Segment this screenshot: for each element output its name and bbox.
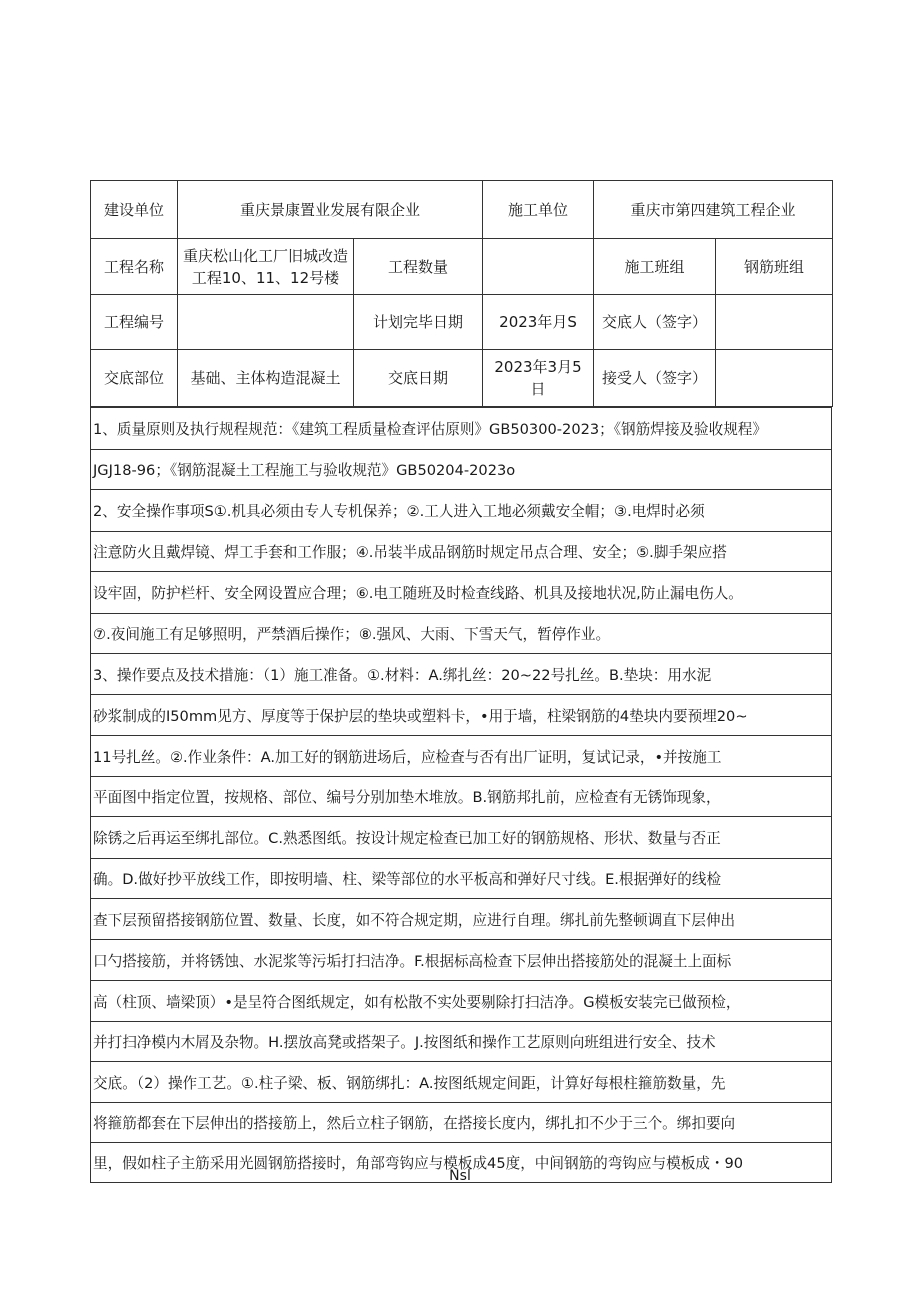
- content-line: 将箍筋都套在下层伸出的搭接筋上，然后立柱子钢筋，在搭接长度内，绑扎扣不少于三个。绑扣要向: [91, 1102, 831, 1142]
- value-builder: 重庆景康置业发展有限企业: [178, 181, 483, 239]
- label-handover-location: 交底部位: [91, 350, 178, 407]
- content-line: ⑦.夜间施工有足够照明，严禁酒后操作；⑧.强风、大雨、下雪天气，暂停作业。: [91, 613, 831, 653]
- label-planned-finish-date: 计划完毕日期: [354, 295, 483, 350]
- handover-form: [90, 180, 832, 1183]
- value-team: 钢筋班组: [716, 239, 833, 295]
- content-line: 里，假如柱子主筋采用光圆钢筋搭接时，角部弯钩应与模板成45度，中间钢筋的弯钩应与模板成・90: [91, 1142, 831, 1182]
- content-line: 口勺搭接筋，并将锈蚀、水泥浆等污垢打扫洁净。F.根据标高检查下层伸出搭接筋处的混凝土上面标: [91, 939, 831, 980]
- label-handover-signer: 交底人（签字）: [594, 295, 716, 350]
- value-receiver-signer: [716, 350, 833, 407]
- label-contractor: 施工单位: [483, 181, 594, 239]
- content-line: 1、质量原则及执行规程规范：《建筑工程质量检查评估原则》GB50300-2023；《钢筋焊接及验收规程》: [91, 407, 831, 449]
- content-line: 11号扎丝。②.作业条件：A.加工好的钢筋进场后，应检查与否有出厂证明，复试记录，•并按施工: [91, 735, 831, 776]
- content-line: 设牢固，防护栏杆、安全网设置应合理；⑥.电工随班及时检查线路、机具及接地状况,防止漏电伤人。: [91, 571, 831, 613]
- header-row-project: [91, 239, 833, 295]
- value-planned-finish-date: 2023年月S: [483, 295, 594, 350]
- label-project-name: 工程名称: [91, 239, 178, 295]
- label-project-number: 工程编号: [91, 295, 178, 350]
- content-line: 砂浆制成的I50mm见方、厚度等于保护层的垫块或塑料卡，•用于墙，柱梁钢筋的4垫块内要预埋20~: [91, 694, 831, 735]
- label-builder: 建设单位: [91, 181, 178, 239]
- content-line: 交底。（2）操作工艺。①.柱子梁、板、钢筋绑扎：A.按图纸规定间距，计算好每根柱箍筋数量，先: [91, 1061, 831, 1102]
- content-line: 2、安全操作事项S①.机具必须由专人专机保养；②.工人进入工地必须戴安全帽；③.电焊时必须: [91, 489, 831, 531]
- page-mark: Nsl: [449, 1168, 471, 1184]
- header-row-location: [91, 350, 833, 407]
- content-line: 3、操作要点及技术措施：（1）施工准备。①.材料：A.绑扎丝：20~22号扎丝。B.垫块：用水泥: [91, 653, 831, 694]
- content-line: 平面图中指定位置，按规格、部位、编号分别加垫木堆放。B.钢筋邦扎前，应检查有无锈饰现象，: [91, 776, 831, 816]
- value-quantity: [483, 239, 594, 295]
- header-row-construction-unit: [91, 181, 833, 239]
- content-line: 高（柱顶、墙梁顶）•是呈符合图纸规定，如有松散不实处要剔除打扫洁净。G模板安装完已做预检，: [91, 980, 831, 1021]
- content-line: 并打扫净模内木屑及杂物。H.摆放高凳或搭架子。J.按图纸和操作工艺原则向班组进行安全、技术: [91, 1021, 831, 1061]
- header-table: [90, 180, 833, 407]
- content-line: 查下层预留搭接钢筋位置、数量、长度，如不符合规定期，应进行自理。绑扎前先整顿调直下层伸出: [91, 898, 831, 939]
- handover-content: [90, 407, 832, 1183]
- content-line: 注意防火且戴焊镜、焊工手套和工作服；④.吊装半成品钢筋时规定吊点合理、安全；⑤.脚手架应搭: [91, 531, 831, 571]
- label-receiver-signer: 接受人（签字）: [594, 350, 716, 407]
- value-contractor: 重庆市第四建筑工程企业: [594, 181, 833, 239]
- value-project-name: 重庆松山化工厂旧城改造工程10、11、12号楼: [178, 239, 354, 295]
- value-handover-location: 基础、主体构造混凝土: [178, 350, 354, 407]
- content-line: JGJ18-96；《钢筋混凝土工程施工与验收规范》GB50204-2023o: [91, 449, 831, 489]
- header-row-number: [91, 295, 833, 350]
- label-team: 施工班组: [594, 239, 716, 295]
- value-project-number: [178, 295, 354, 350]
- content-line: 除锈之后再运至绑扎部位。C.熟悉图纸。按设计规定检查已加工好的钢筋规格、形状、数量与否正: [91, 816, 831, 858]
- content-line: 确。D.做好抄平放线工作，即按明墙、柱、梁等部位的水平板高和弹好尺寸线。E.根据弹好的线检: [91, 858, 831, 898]
- label-quantity: 工程数量: [354, 239, 483, 295]
- value-handover-signer: [716, 295, 833, 350]
- value-handover-date: 2023年3月5日: [483, 350, 594, 407]
- label-handover-date: 交底日期: [354, 350, 483, 407]
